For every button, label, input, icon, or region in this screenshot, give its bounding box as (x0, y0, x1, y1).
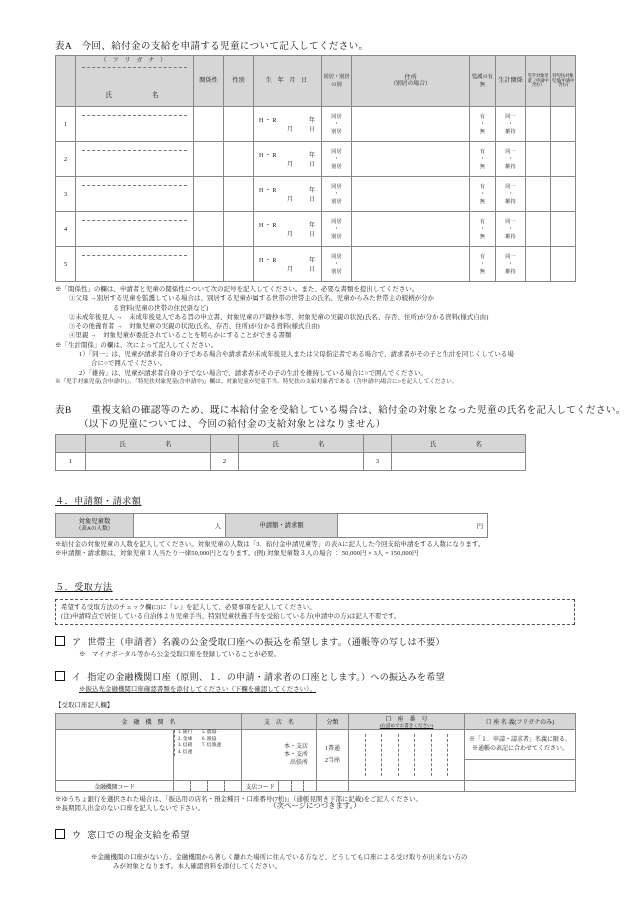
index-header (56, 435, 86, 453)
section-5-title: ５．受取方法 (55, 581, 113, 592)
write-line (82, 185, 187, 186)
gender-cell[interactable] (224, 177, 254, 212)
col-custody: 監護の有無 (470, 56, 496, 107)
bank-body-row[interactable] (56, 730, 576, 760)
birth-cell[interactable]: H ・ R 年 月 日 (254, 212, 322, 247)
option-c-marker: ウ (72, 829, 82, 840)
index-header (364, 435, 392, 453)
row-index: 1 (56, 107, 76, 142)
digit-box[interactable] (191, 781, 208, 791)
account-box-title: 【受取口座記入欄】 (55, 701, 114, 709)
spacer-cell (465, 781, 576, 792)
institution-code-label: 金融機関コード (56, 781, 174, 792)
bank-note: ※長期間入出金のない口座を記入しないで下さい。 (55, 805, 205, 813)
col-index (56, 56, 76, 107)
digit-box[interactable] (208, 781, 225, 791)
custody-cell[interactable]: 有 ・ 無 (470, 142, 496, 177)
living-cell[interactable]: 同居 ・ 別居 (322, 247, 352, 282)
child-allowance-cell[interactable] (526, 177, 551, 212)
table-row[interactable] (56, 247, 576, 282)
spacer-cell (317, 781, 349, 792)
relation-cell[interactable] (194, 177, 224, 212)
option-a-note: ※ マイナポータル等から公金受取口座を登録していることが必要。 (79, 651, 281, 659)
address-sublabel: （別居の場合） (390, 81, 431, 88)
col-address (352, 56, 470, 107)
section-4-title: ４．申請額・請求額 (55, 496, 142, 507)
digit-box[interactable] (415, 734, 432, 776)
option-b-label: 指定の金融機関口座（原則、１．の申請・請求者の口座とします。）への振込みを希望 (87, 671, 445, 682)
advisory-line: (注)申請時点で居住している自治体より児童手当、特別児童扶養手当を受給している方(申請中の方)は記入不要です。 (61, 613, 401, 621)
account-type-current[interactable]: 2当座 (325, 758, 341, 765)
form-sheet (55, 38, 626, 871)
col-special-allowance: 特児扶対象児童(申請中含む) (551, 56, 576, 107)
note-line: ※「児手対象児童(含申請中)」、「特児扶対象児童(含申請中)」欄は、対象児童が児童手当、特児扶の支給対象者である（含申請中)場合に○を記入してください。 (55, 378, 458, 385)
branch-kind: 本・支店 (284, 744, 309, 751)
branch-code-label: 支店コード (242, 781, 317, 792)
name-header: 氏 名 (392, 435, 526, 453)
name-input-cell[interactable] (392, 453, 526, 471)
account-holder-input[interactable] (465, 760, 576, 781)
digit-box[interactable] (225, 781, 241, 791)
target-count-input[interactable]: 人 (134, 514, 226, 538)
digit-box[interactable] (292, 781, 305, 791)
note-line: ①父母 →別居する児童を監護している場合は、別居する児童が属する世帯の世帯主の氏名、児童からみた世帯主の続柄が分か (69, 295, 435, 303)
furigana-divider (82, 67, 187, 68)
note-line: ④里親 → 対象児童が委託されていることを明らかにすることができる書類 (69, 332, 292, 340)
relation-cell[interactable] (194, 212, 224, 247)
option-b-marker: イ (72, 671, 82, 682)
table-b-header-row (56, 435, 526, 453)
bank-account-table (55, 713, 576, 792)
table-row[interactable] (56, 212, 576, 247)
checkbox-option-b[interactable] (55, 671, 65, 681)
institution-kind-list: 1. 銀行 5. 農協 2. 金庫 6. 漁協 3. 信組 7. 信漁連 4. 信連 (174, 730, 242, 781)
row-index: 3 (364, 453, 392, 471)
col-living: 同居・別居の別 (322, 56, 352, 107)
digit-box[interactable] (174, 781, 191, 791)
living-cell[interactable]: 同居 ・ 別居 (322, 142, 352, 177)
option-c-note: ※金融機関の口座がない方、金融機関から著しく離れた場所に住んでいる方など、どうしても口座による受け取りが出来ない方の (91, 853, 468, 861)
table-b-caption2: （以下の児童については、今回の給付金の支給対象とはなりません） (79, 420, 386, 431)
account-number-input[interactable] (349, 730, 465, 781)
branch-name-header: 支 店 名 (242, 714, 317, 730)
special-allowance-cell[interactable] (551, 142, 576, 177)
relation-cell[interactable] (194, 107, 224, 142)
institution-code-input[interactable] (174, 781, 242, 792)
col-name (76, 56, 194, 107)
child-allowance-cell[interactable] (526, 247, 551, 282)
write-line (82, 150, 187, 151)
digit-box[interactable] (399, 734, 416, 776)
custody-cell[interactable]: 有 ・ 無 (470, 177, 496, 212)
write-line (82, 255, 187, 256)
branch-name-input[interactable] (242, 730, 317, 781)
col-relation: 関係性 (194, 56, 224, 107)
amount-table (55, 513, 488, 538)
amount-row (56, 514, 488, 538)
relation-cell[interactable] (194, 247, 224, 282)
table-row[interactable] (56, 107, 576, 142)
name-input-cell[interactable] (239, 453, 364, 471)
table-a-header-row (56, 56, 576, 107)
livelihood-cell[interactable]: 同一 ・ 維持 (496, 212, 526, 247)
name-header: 氏 名 (86, 435, 211, 453)
bank-header-row (56, 714, 576, 730)
institution-name-header: 金 融 機 関 名 (56, 714, 242, 730)
claim-amount-input[interactable]: 円 (338, 514, 488, 538)
target-count-label: 対象児童数 （表Aの人数） (56, 514, 134, 538)
col-child-allowance: 児手対象児童（申請中含む） (526, 56, 551, 107)
name-input-cell[interactable] (76, 107, 194, 142)
furigana-label: （ フ リ ガ ナ ） (100, 58, 169, 64)
table-row[interactable] (56, 453, 526, 471)
livelihood-cell[interactable]: 同一 ・ 維持 (496, 247, 526, 282)
claim-amount-label: 申請額・請求額 (226, 514, 338, 538)
note-line: 2）「維持」は、児童が請求者自身の子でない場合で、請求者がその子の生計を維持している場合に○で囲んでください。 (79, 369, 427, 377)
col-birth: 生 年 月 日 (254, 56, 322, 107)
account-holder-notes (465, 730, 576, 760)
spacer-cell (349, 781, 465, 792)
advisory-line: 希望する受取方法のチェック欄(□)に『レ』を記入して、必要事項を記入してください。 (61, 603, 316, 611)
row-index: 2 (56, 142, 76, 177)
account-type-select[interactable] (317, 730, 349, 781)
custody-cell[interactable]: 有 ・ 無 (470, 212, 496, 247)
name-input-cell[interactable] (76, 247, 194, 282)
table-row[interactable] (56, 177, 576, 212)
account-type-header: 分類 (317, 714, 349, 730)
name-input-cell[interactable] (86, 453, 211, 471)
index-header (211, 435, 239, 453)
birth-cell[interactable]: H ・ R 年 月 日 (254, 247, 322, 282)
digit-box[interactable] (432, 734, 449, 776)
note-line: ※「生計関係」の欄は、次によって記入してください。 (55, 341, 218, 349)
name-input-cell[interactable] (76, 177, 194, 212)
address-cell[interactable] (352, 107, 470, 142)
holder-note: ※「１．申請・請求者」名義に限る。 (469, 736, 572, 743)
livelihood-cell[interactable]: 同一 ・ 維持 (496, 142, 526, 177)
section-4-note: ※給付金の対象児童の人数を記入してください。対象児童の人数は「3．給付金申請児童等」の表Aに記入した今回支給申請をする人数になります。 (55, 541, 485, 549)
table-b-caption: 表B 重複支給の確認等のため、既に本給付金を受給している場合は、給付金の対象となった児童の氏名を記入してください。 (55, 406, 626, 417)
living-cell[interactable]: 同居 ・ 別居 (322, 212, 352, 247)
holder-note: ※通帳の表記に合わせてください。 (472, 745, 569, 752)
table-a-body (56, 107, 576, 282)
special-allowance-cell[interactable] (551, 107, 576, 142)
table-a-caption: 表A 今回、給付金の支給を申請する児童について記入してください。 (55, 42, 369, 52)
address-cell[interactable] (352, 177, 470, 212)
gender-cell[interactable] (224, 107, 254, 142)
living-cell[interactable]: 同居 ・ 別居 (322, 177, 352, 212)
digit-box[interactable] (448, 734, 464, 776)
special-allowance-cell[interactable] (551, 247, 576, 282)
birth-cell[interactable]: H ・ R 年 月 日 (254, 177, 322, 212)
table-b-block (55, 402, 626, 471)
address-cell[interactable] (352, 142, 470, 177)
address-cell[interactable] (352, 212, 470, 247)
name-input-cell[interactable] (76, 212, 194, 247)
special-allowance-cell[interactable] (551, 212, 576, 247)
name-header: 氏 名 (239, 435, 364, 453)
note-line: ②未成年後見人 → 未成年後見人である旨の申立書、対象児童の戸籍抄本等、対象児童の実親の状況(氏名、存否、住所)が分かる資料(様式自由) (69, 313, 489, 321)
digit-box[interactable] (349, 734, 366, 776)
child-allowance-cell[interactable] (526, 107, 551, 142)
bank-code-row[interactable] (56, 781, 576, 792)
table-a-notes (55, 285, 575, 386)
note-line: 合に○で囲んでください。 (91, 360, 167, 368)
option-c-note: みが対象となります。本人確認資料を添付してください。 (113, 863, 282, 871)
row-index: 3 (56, 177, 76, 212)
option-a-marker: ア (72, 637, 82, 648)
address-cell[interactable] (352, 247, 470, 282)
livelihood-cell[interactable]: 同一 ・ 維持 (496, 177, 526, 212)
row-index: 5 (56, 247, 76, 282)
child-allowance-cell[interactable] (526, 142, 551, 177)
birth-cell[interactable]: H ・ R 年 月 日 (254, 107, 322, 142)
row-index: 1 (56, 453, 86, 471)
branch-kind: 出張所 (290, 760, 309, 767)
note-line: ③その他養育者 → 対象児童の実親の状況(氏名、存否、住所)が分かる資料(様式自由) (69, 323, 320, 331)
name-label: 氏 名 (105, 91, 164, 99)
custody-cell[interactable]: 有 ・ 無 (470, 107, 496, 142)
note-line: ※「関係性」の欄は、申請者と児童の関係性について次の記号を記入してください。また、必要な書類を提出してください。 (55, 286, 419, 293)
write-line (82, 220, 187, 221)
option-a-label: 世帯主（申請者）名義の公金受取口座への振込を希望します。（通帳等の写しは不要） (87, 637, 445, 648)
write-line (82, 115, 187, 116)
col-livelihood: 生計関係 (496, 56, 526, 107)
row-index: 4 (56, 212, 76, 247)
branch-kind: 本・支所 (284, 752, 309, 759)
digit-box[interactable] (304, 781, 316, 791)
living-cell[interactable]: 同居 ・ 別居 (322, 107, 352, 142)
checkbox-option-c[interactable] (55, 829, 65, 839)
table-a (55, 55, 576, 282)
option-a[interactable] (55, 635, 575, 648)
name-input-cell[interactable] (76, 142, 194, 177)
gender-cell[interactable] (224, 142, 254, 177)
table-b (55, 434, 526, 471)
digit-box[interactable] (382, 734, 399, 776)
relation-cell[interactable] (194, 142, 224, 177)
option-b[interactable] (55, 670, 575, 683)
account-holder-header: 口 座 名 義(フリガナのみ) (465, 714, 576, 730)
option-c-label: 窓口での現金支給を希望 (87, 829, 190, 840)
livelihood-cell[interactable]: 同一 ・ 維持 (496, 107, 526, 142)
child-allowance-cell[interactable] (526, 212, 551, 247)
custody-cell[interactable]: 有 ・ 無 (470, 247, 496, 282)
col-gender: 性別 (224, 56, 254, 107)
account-number-header: 口 座 番 号 (右詰めでお書きください) (349, 714, 465, 730)
section-4 (55, 491, 575, 559)
institution-name-input[interactable] (56, 730, 174, 781)
digit-box[interactable] (279, 781, 292, 791)
digit-box[interactable] (366, 734, 383, 776)
note-line: 1）「同一」は、児童が請求者自身の子である場合や請求者が未成年後見人または父母指定者である場合で、請求者がその子と生計を同じくしている場 (79, 350, 514, 358)
gender-cell[interactable] (224, 247, 254, 282)
option-b-note: ※振込先金融機関口座確認書類を添付してください（下欄を確認してください）。 (79, 685, 316, 693)
account-type-ordinary[interactable]: 1普通 (325, 745, 341, 752)
page-footer: （次ページにつづきます。） (269, 801, 361, 810)
receipt-advisory-box (55, 599, 575, 626)
note-line: る資料(児童の世帯の住民票など) (113, 304, 209, 312)
birth-cell[interactable]: H ・ R 年 月 日 (254, 142, 322, 177)
gender-cell[interactable] (224, 212, 254, 247)
section-5 (55, 577, 575, 872)
row-index: 2 (211, 453, 239, 471)
address-label: 住所 (404, 73, 417, 81)
checkbox-option-a[interactable] (55, 636, 65, 646)
bank-note: ※ゆうちょ銀行を選択された場合は、「振込用の店名・預金種目・口座番号(7桁)」（通帳見開き下部に記載)をご記入ください。 (55, 796, 423, 804)
section-4-note: ※申請額・請求額は、対象児童１人当たり一律50,000円となります。(例) 対象児童数３人の場合 ： 50,000円 × 3人 = 150,000円 (55, 550, 419, 558)
table-row[interactable] (56, 142, 576, 177)
special-allowance-cell[interactable] (551, 177, 576, 212)
option-c[interactable] (55, 828, 575, 841)
